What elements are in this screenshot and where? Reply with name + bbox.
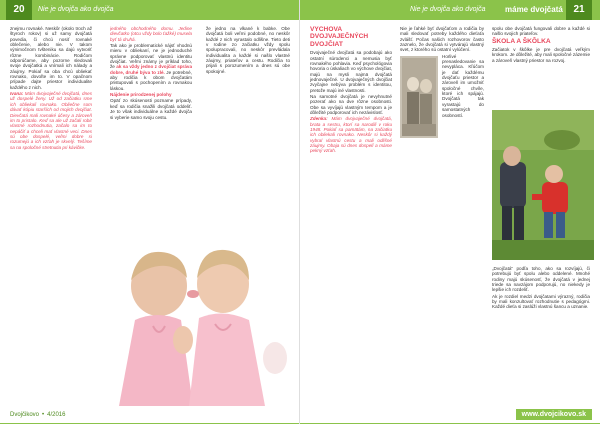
- paragraph: „Dvojčatá“ podľa toho, ako sa rozvíjajú, či potrebujú byť spolu alebo oddelené. Mnohé rodiny majú skúsenosť, že dvojčatá v jednej triede sa navzájom podporujú, no niekedy je lepšie ich rozdeliť.: [492, 266, 590, 293]
- right-header-title: Nie je dvojča ako dvojča: [410, 6, 486, 13]
- vintage-twins-photo: [400, 56, 438, 138]
- right-page: [300, 0, 600, 424]
- child-on-grass-illustration: [492, 110, 594, 260]
- left-page-number: 20: [6, 0, 32, 20]
- paragraph: Tak ako je problematické nájsť vhodnú mieru v obliekaní, ne je jednoduché správne podporovať vlastnú identitu dvojčiat. Veľmi známy je príklad toho, že ak sa vždy jedno z dvojčiat správa dobre, druhé býva to zlé. Je potrebné, aby rodičia k obom dvojčatám pristupovali s pochopením a rovnakou láskou.: [110, 43, 192, 91]
- left-column-1: [10, 26, 92, 406]
- twin-girls-illustration: [97, 228, 295, 406]
- old-photo: [400, 56, 438, 138]
- left-column-3: [206, 26, 290, 226]
- section-heading: VÝCHOVA DVOJVAJEČNÝCH DVOJČIAT: [310, 26, 369, 48]
- quote-text: Mám dvojvaječné dvojčatá, brata a sestru, ktorí sa narodili v roku 1948. Pokiaľ sa pamätám, na začiatku ich obliekali rovnako. Neskôr si každý vybral vlastnú cestu a mali odlišné záujmy. Obaja sú dnes dospelí a máme pekný vzťah.: [310, 116, 392, 154]
- highlight: ak sa vždy jedno z dvojčiat správa dobre, druhé býva to zlé.: [110, 64, 192, 75]
- paragraph: Začiatok v škôlke je pre dvojčatá veľkým krokom. Je dôležité, aby mali spoločné zázemie a zároveň vlastný priestor na rozvoj.: [492, 47, 590, 63]
- left-header-title: Nie je dvojča ako dvojča: [38, 6, 114, 13]
- subsection-heading: ŠKOLA A ŠKÔLKA: [492, 37, 551, 45]
- right-column-3-bottom: [492, 266, 590, 406]
- footer-website-link[interactable]: www.dvojcikovo.sk: [516, 409, 592, 420]
- quote: [10, 91, 92, 150]
- paragraph: spolu obe dvojčatá fungovali dobre a každé si našlo svojich priateľov.: [492, 26, 590, 37]
- quote-text: Mám dvojvaječné dvojčatá, dnes už dospelé ženy. Už od začiatku sme ich obliekali rovnako. Obliečne som dávať kópiu starších od mojich dvojčiat. Dievčatá mali rovnaké účesy a zároveň im to pristalo. Keď sa ale už začali robiť vlastné rozhodnutia, začalo sa im to nepáčiť a chceli mať vlastné veci. Dnes sú obe dospelé, veľmi dobre si rozumejú a ich vzťah je skvelý. Tešíme sa na spoločné stretnutia pri kávičke.: [10, 91, 92, 150]
- left-footer: [10, 406, 65, 424]
- subheading: Nájdenie prirodzenej polohy: [110, 92, 172, 98]
- footer-magazine-name: Dvojčikovo: [10, 412, 40, 418]
- right-page-number: 21: [566, 0, 592, 20]
- paragraph: Nie je ľahké byť dvojčaťom a rodičia by mali sledovať potreby každého dieťaťa zvlášť. Počas našich rozhovorov často zaznelo, že dvojčatá si vytvárajú vlastný svet, z ktorého sú ostatní vylúčení.: [400, 26, 484, 53]
- footer-issue: 4/2016: [47, 412, 66, 418]
- paragraph: Ak je rozdiel medzi dvojčatami výrazný, rodičia by mali konzultovať rozhodnutie s pedagógmi. Každé dieťa si zaslúži vlastnú šancu a uznanie.: [492, 293, 590, 310]
- child-outdoor-photo: [492, 110, 594, 260]
- quote: [310, 116, 392, 153]
- paragraph: Dvojvaječné dvojčatá sa podobajú ako ostatní súrodenci a nemusia byť rovnakého pohlavia. Keď psychológovia hovoria o úskaliach vo výchove dvojčiat, majú na mysli najmä dvojčatá jednovaječné. U dvojvaječných dvojčiat zvyčajne nebýva problém s identitou, pretože majú iné vlastnosti.: [310, 50, 392, 93]
- paragraph: že jedno na vlkané k babke. Obe dvojčatá boli veľmi podobné, no neskôr každé z nich vyrastalo odlišne. Tieto deti v rodine zo začiatku vždy spolu spolupracovali, no neskôr prevládala individualita a každé si našlo vlastné záujmy, priateľov a cestu. Rodičia to prijali s porozumením a dnes sú obe spokojné.: [206, 26, 290, 74]
- quote-name: Zdenka:: [310, 116, 328, 122]
- right-footer: [422, 406, 592, 424]
- paragraph: Horlivé prenasledovanie sa nevypláca. Kľúčom je dať každému dvojčaťu priestor a zároveň im umožniť spoločné chvíle, ktoré ich spájajú. Dvojčatá tak vyrastajú do samostatných osobností.: [442, 53, 484, 118]
- footer-separator: •: [42, 412, 45, 418]
- paragraph: Opäť zo skúsenosti pozname prípady, keď sa rodičia snažili dvojčatá oddeliť. Je to však individuálne a každé dvojča si vyberie samo svoju cestu.: [110, 98, 192, 120]
- twin-girls-photo: [97, 228, 295, 406]
- paragraph: Na samotné dvojčatá je nevyhnutné pozerať ako na dve rôzne osobnosti. Obe sa vyvíjajú vlastným tempom a je dôležité podporovať ich nezávislosť.: [310, 93, 392, 115]
- right-column-1: [310, 26, 392, 404]
- paragraph: znejmu rovnaké. Neskôr (okolo troch až štyroch rokov) si už samy dvojčatá povedia, či chcú nosiť rovnaké oblečenie, alebo nie. V takom výnimočnom tvšteniku sa dajú vytvoriť rôzne kombinácie. Rodičom odporúčame, aby pozorne sledovali svoje dvojčatká a vnímali ich nálady a záujmy. Pokiaľ sa oba chcú obliekať rovnako, dovoľte im to. V opačnom prípade dajte priestor individualite každého z nich.: [10, 26, 92, 90]
- left-page-header: [0, 0, 300, 20]
- right-page-header: [300, 0, 600, 20]
- section-label: máme dvojčatá: [505, 5, 563, 14]
- quote-name: Ivana:: [10, 91, 24, 97]
- left-column-2: [110, 26, 192, 226]
- paragraph: jedného obchodného domu. Jedine dievčatko (otcu vždy bolo ťažké) musela byť tá druhá.: [110, 26, 192, 42]
- right-column-3-top: [492, 26, 590, 98]
- right-column-2: [400, 26, 484, 404]
